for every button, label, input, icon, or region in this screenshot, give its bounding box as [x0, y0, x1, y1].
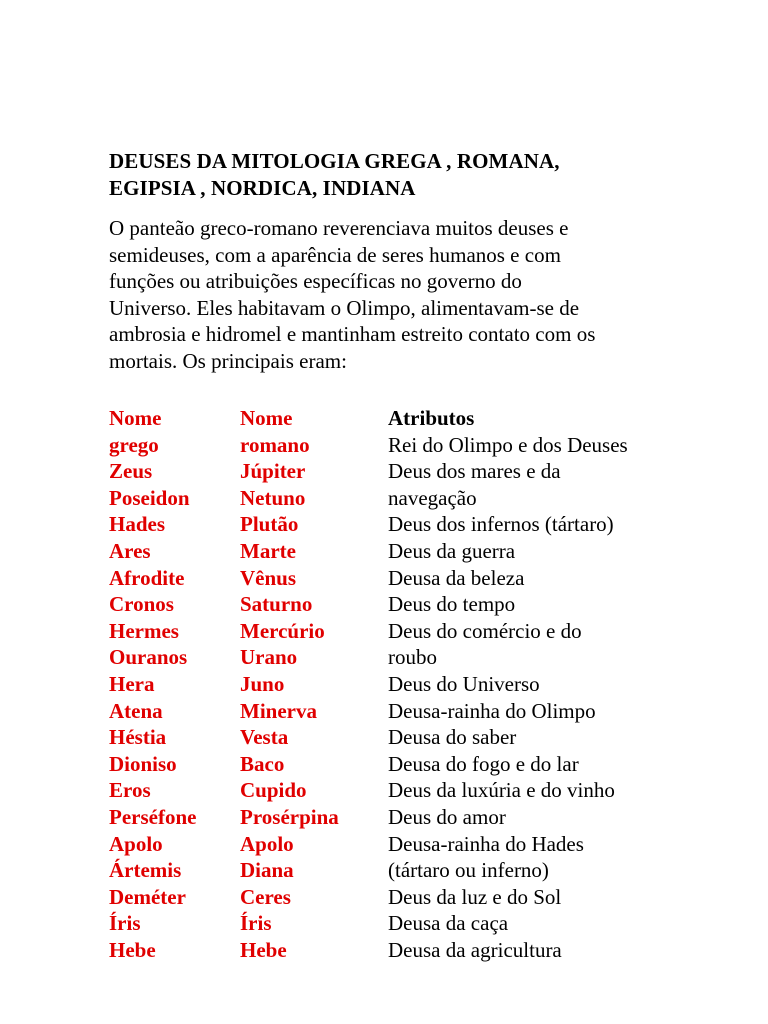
attribute-line: Deus do Universo — [388, 671, 540, 696]
roman-name: Baco — [240, 751, 285, 776]
greek-name-header: grego — [109, 432, 159, 457]
attribute-line: (tártaro ou inferno) — [388, 858, 549, 883]
roman-name-column — [240, 405, 380, 963]
greek-name: Atena — [109, 698, 163, 723]
roman-name: Vênus — [240, 565, 297, 590]
attributes-column — [388, 405, 758, 963]
greek-name: Poseidon — [109, 485, 190, 510]
attribute-line: Deus do tempo — [388, 592, 516, 617]
roman-name: Mercúrio — [240, 618, 325, 643]
roman-name: Urano — [240, 645, 298, 670]
greek-name: Hades — [109, 512, 166, 537]
greek-name: Hera — [109, 671, 155, 696]
greek-name: Apolo — [109, 831, 163, 856]
attribute-line: Rei do Olimpo e dos Deuses — [388, 432, 628, 457]
roman-name: Diana — [240, 858, 294, 883]
attribute-line: Deusa da caça — [388, 911, 509, 936]
attribute-line: Deusa-rainha do Olimpo — [388, 698, 596, 723]
attribute-line: Deusa da agricultura — [388, 937, 562, 962]
greek-name: Héstia — [109, 725, 167, 750]
roman-name: Ceres — [240, 884, 291, 909]
attribute-line: Deus da luxúria e do vinho — [388, 778, 615, 803]
greek-name: Hermes — [109, 618, 179, 643]
intro-paragraph — [109, 215, 709, 375]
roman-name-header: Nome — [240, 406, 293, 430]
roman-name: Juno — [240, 671, 285, 696]
attribute-line: navegação — [388, 485, 477, 510]
attribute-line: Deus dos mares e da — [388, 459, 561, 484]
attribute-line: Deusa do fogo e do lar — [388, 751, 579, 776]
document-title — [109, 148, 709, 202]
attribute-line: Deus do comércio e do — [388, 618, 582, 643]
greek-name: Íris — [109, 911, 141, 936]
greek-name: Hebe — [109, 937, 156, 962]
greek-name: Dioniso — [109, 751, 177, 776]
roman-name: Hebe — [240, 937, 287, 962]
attribute-line: Deusa do saber — [388, 725, 517, 750]
roman-name: Saturno — [240, 592, 313, 617]
greek-name-header: Nome — [109, 406, 162, 430]
intro-line: ambrosia e hidromel e mantinham estreito contato com os — [109, 322, 596, 347]
roman-name: Apolo — [240, 831, 294, 856]
attribute-line: Deusa da beleza — [388, 565, 525, 590]
attribute-line: Deus dos infernos (tártaro) — [388, 512, 614, 537]
greek-name: Afrodite — [109, 565, 185, 590]
roman-name: Marte — [240, 538, 296, 563]
greek-name: Deméter — [109, 884, 186, 909]
greek-name: Ouranos — [109, 645, 188, 670]
attribute-line: Deus da guerra — [388, 538, 516, 563]
greek-name: Cronos — [109, 592, 174, 617]
greek-name-column — [109, 405, 234, 963]
roman-name: Minerva — [240, 698, 317, 723]
attribute-line: roubo — [388, 645, 437, 670]
intro-line: O panteão greco-romano reverenciava muitos deuses e — [109, 216, 569, 240]
greek-name: Zeus — [109, 459, 153, 484]
attribute-line: Deusa-rainha do Hades — [388, 831, 584, 856]
title-line: EGIPSIA , NORDICA, INDIANA — [109, 176, 416, 200]
roman-name-header: romano — [240, 432, 310, 457]
roman-name: Júpiter — [240, 459, 306, 484]
intro-line: semideuses, com a aparência de seres humanos e com — [109, 242, 561, 267]
roman-name: Íris — [240, 911, 272, 936]
attribute-line: Deus da luz e do Sol — [388, 884, 562, 909]
roman-name: Netuno — [240, 485, 306, 510]
greek-name: Ares — [109, 538, 151, 563]
intro-line: funções ou atribuições específicas no governo do — [109, 269, 522, 294]
attributes-header: Atributos — [388, 406, 475, 430]
roman-name: Plutão — [240, 512, 299, 537]
greek-name: Ártemis — [109, 858, 182, 883]
roman-name: Vesta — [240, 725, 289, 750]
intro-line: Universo. Eles habitavam o Olimpo, alimentavam-se de — [109, 295, 580, 320]
roman-name: Prosérpina — [240, 804, 339, 829]
greek-name: Perséfone — [109, 804, 197, 829]
attribute-line: Deus do amor — [388, 804, 506, 829]
roman-name: Cupido — [240, 778, 307, 803]
greek-name: Eros — [109, 778, 151, 803]
title-line: DEUSES DA MITOLOGIA GREGA , ROMANA, — [109, 149, 560, 173]
intro-line: mortais. Os principais eram: — [109, 348, 347, 373]
